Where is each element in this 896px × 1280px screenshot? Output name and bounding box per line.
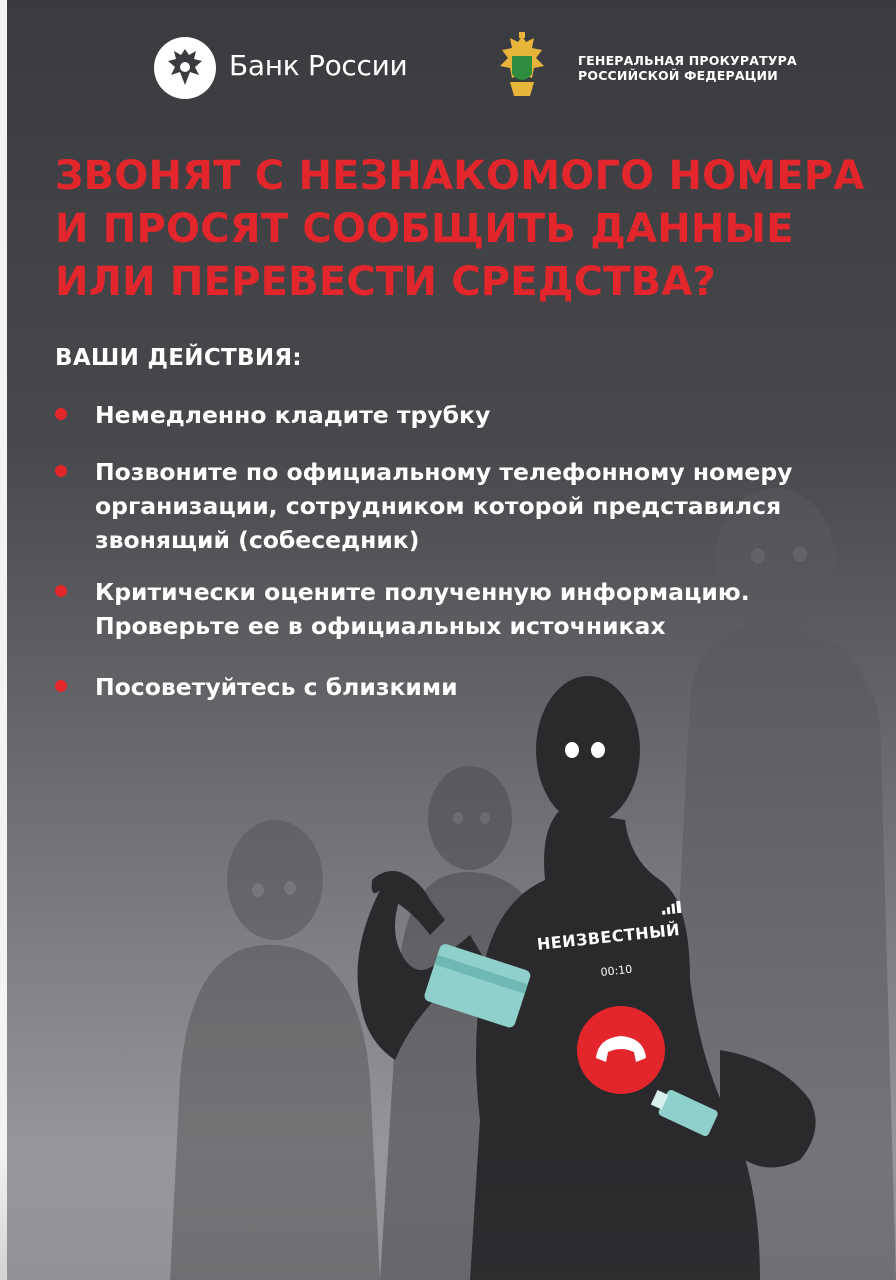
bullet-icon bbox=[55, 408, 67, 420]
prosecutor-general-logo-text bbox=[578, 53, 797, 83]
headline bbox=[55, 150, 865, 309]
action-line: звонящий (собеседник) bbox=[95, 526, 420, 554]
bullet-icon bbox=[55, 465, 67, 477]
actions-title: ВАШИ ДЕЙСТВИЯ: bbox=[55, 345, 302, 371]
bank-of-russia-emblem-icon bbox=[154, 37, 216, 99]
action-line: Проверьте ее в официальных источниках bbox=[95, 612, 666, 640]
prosecutor-general-emblem-icon bbox=[494, 30, 550, 102]
prosecutor-logo-line2: РОССИЙСКОЙ ФЕДЕРАЦИИ bbox=[578, 68, 778, 83]
action-line: Немедленно кладите трубку bbox=[95, 401, 491, 429]
action-line: Посоветуйтесь с близкими bbox=[95, 673, 458, 701]
hang-up-icon bbox=[577, 1006, 665, 1094]
action-text bbox=[95, 398, 490, 432]
action-line: Критически оцените полученную информацию. bbox=[95, 578, 750, 606]
caller-name: НЕИЗВЕСТНЫЙ bbox=[536, 919, 681, 954]
headline-line: И ПРОСЯТ СООБЩИТЬ ДАННЫЕ bbox=[55, 206, 794, 252]
bullet-icon bbox=[55, 585, 67, 597]
bullet-icon bbox=[55, 680, 67, 692]
call-timer: 00:10 bbox=[600, 962, 633, 979]
headline-line: ЗВОНЯТ С НЕЗНАКОМОГО НОМЕРА bbox=[55, 153, 865, 199]
prosecutor-logo-line1: ГЕНЕРАЛЬНАЯ ПРОКУРАТУРА bbox=[578, 53, 797, 68]
headline-line: ИЛИ ПЕРЕВЕСТИ СРЕДСТВА? bbox=[55, 259, 716, 305]
action-text bbox=[95, 575, 750, 643]
bank-of-russia-logo-text: Банк России bbox=[229, 49, 408, 82]
action-text bbox=[95, 455, 792, 557]
action-line: организации, сотрудником которой представился bbox=[95, 492, 782, 520]
action-text bbox=[95, 670, 458, 704]
action-line: Позвоните по официальному телефонному номеру bbox=[95, 458, 793, 486]
